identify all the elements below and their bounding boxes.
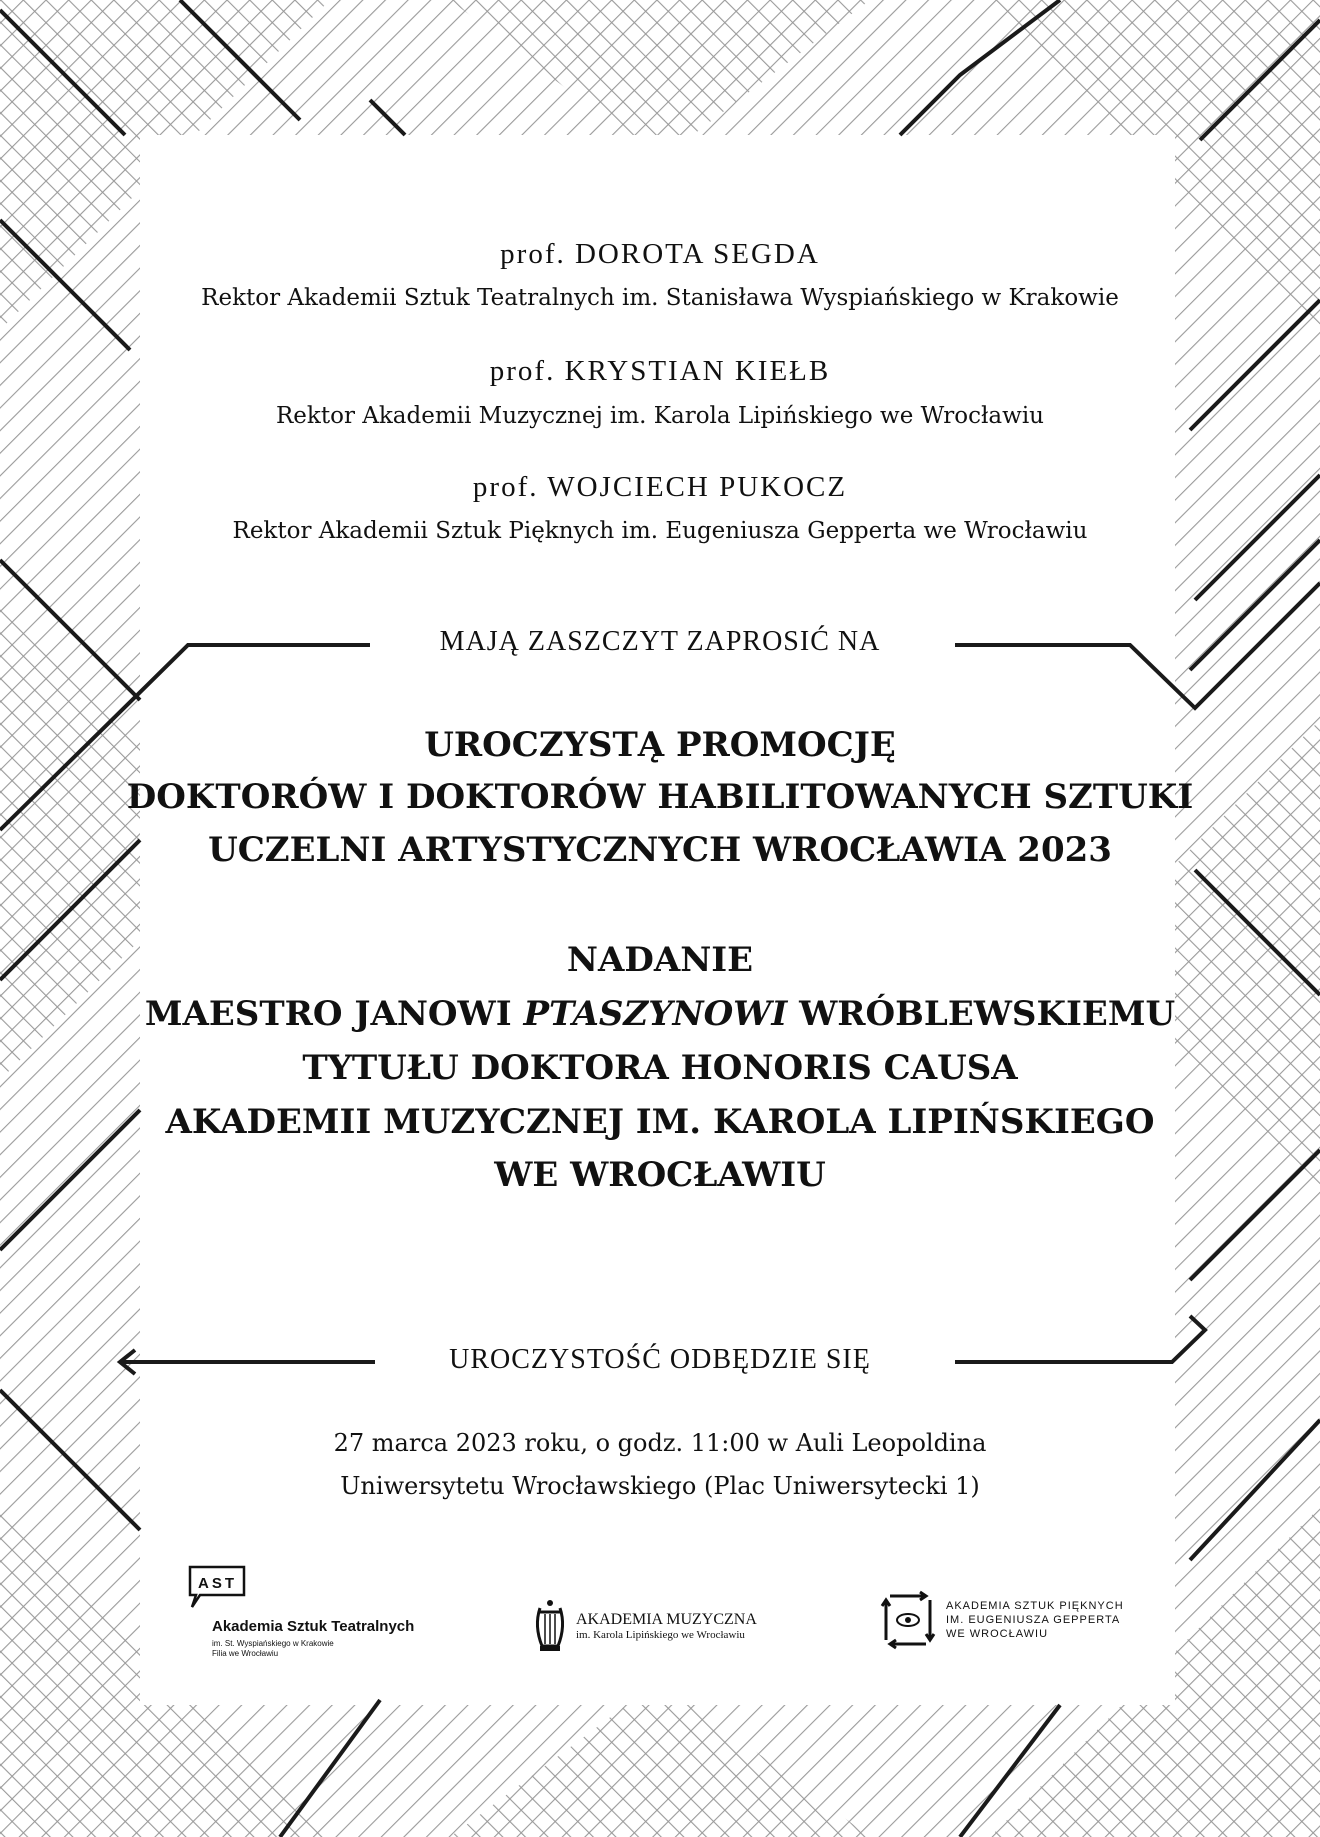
honoris-line-2 bbox=[0, 987, 1320, 1041]
ast-logo bbox=[188, 1565, 414, 1659]
honoris-line-5: WE WROCŁAWIU bbox=[494, 1155, 826, 1195]
inviter-1-name: prof. DOROTA SEGDA bbox=[500, 238, 820, 270]
inviter-1-role: Rektor Akademii Sztuk Teatralnych im. Stanisława Wyspiańskiego w Krakowie bbox=[201, 285, 1119, 311]
event-line-2: Uniwersytetu Wrocławskiego (Plac Uniwersytecki 1) bbox=[340, 1472, 980, 1500]
ast-logo-name: Akademia Sztuk Teatralnych bbox=[212, 1618, 415, 1635]
asp-logo-line-1: AKADEMIA SZTUK PIĘKNYCH bbox=[946, 1600, 1124, 1612]
inviter-2-role: Rektor Akademii Muzycznej im. Karola Lipińskiego we Wrocławiu bbox=[275, 403, 1044, 429]
event-line-1: 27 marca 2023 roku, o godz. 11:00 w Auli Leopoldina bbox=[333, 1429, 987, 1457]
ast-logo-sub-1: im. St. Wyspiańskiego w Krakowie bbox=[212, 1639, 334, 1648]
ast-logo-sub-2: Filia we Wrocławiu bbox=[212, 1649, 279, 1658]
inviter-3-name: prof. WOJCIECH PUKOCZ bbox=[472, 471, 848, 503]
honoris-line-1: NADANIE bbox=[566, 940, 754, 980]
asp-logo-line-2: IM. EUGENIUSZA GEPPERTA bbox=[946, 1614, 1121, 1626]
asp-logo-line-3: WE WROCŁAWIU bbox=[946, 1628, 1049, 1640]
ast-logo-mark-text: AST bbox=[198, 1575, 237, 1592]
honoris-line-4: AKADEMII MUZYCZNEJ IM. KAROLA LIPIŃSKIEGO bbox=[165, 1102, 1155, 1142]
honoris-line-2-italic: PTASZYNOWI bbox=[523, 994, 788, 1034]
promotion-line-3: UCZELNI ARTYSTYCZNYCH WROCŁAWIA 2023 bbox=[208, 830, 1112, 870]
ast-logo-mark bbox=[188, 1565, 248, 1609]
am-logo-sub: im. Karola Lipińskiego we Wrocławiu bbox=[576, 1629, 745, 1641]
lyre-icon bbox=[532, 1598, 568, 1654]
promotion-line-1: UROCZYSTĄ PROMOCJĘ bbox=[424, 725, 896, 765]
honoris-line-3: TYTUŁU DOKTORA HONORIS CAUSA bbox=[302, 1048, 1018, 1088]
promotion-line-2: DOKTORÓW I DOKTORÓW HABILITOWANYCH SZTUKI bbox=[126, 777, 1194, 817]
invite-heading: MAJĄ ZASZCZYT ZAPROSIĆ NA bbox=[439, 626, 881, 657]
am-logo-name: AKADEMIA MUZYCZNA bbox=[576, 1611, 757, 1628]
inviter-3-role: Rektor Akademii Sztuk Pięknych im. Eugeniusza Gepperta we Wrocławiu bbox=[232, 518, 1088, 544]
honoris-line-2-a: MAESTRO JANOWI bbox=[144, 994, 524, 1034]
honoris-line-2-c: WRÓBLEWSKIEMU bbox=[787, 994, 1176, 1034]
asp-eye-frame-icon bbox=[880, 1590, 936, 1650]
asp-logo bbox=[880, 1590, 1124, 1650]
event-heading: UROCZYSTOŚĆ ODBĘDZIE SIĘ bbox=[449, 1344, 871, 1375]
inviter-2-name: prof. KRYSTIAN KIEŁB bbox=[489, 355, 831, 387]
am-logo bbox=[532, 1598, 757, 1654]
